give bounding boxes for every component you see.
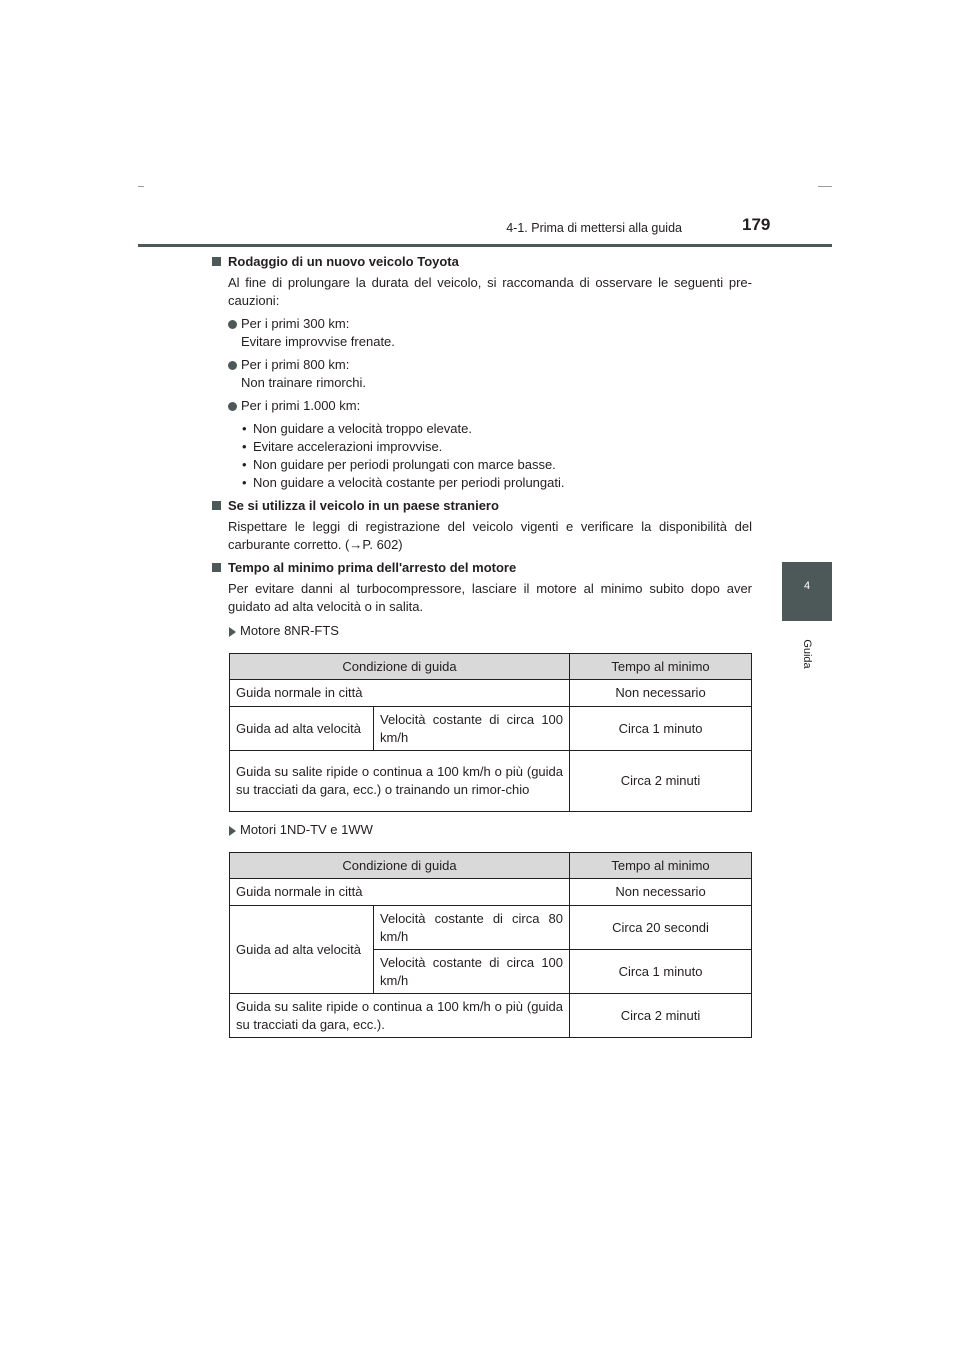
header-divider: [138, 244, 832, 247]
table-cell: Guida normale in città: [230, 680, 570, 707]
table-cell: Velocità costante di circa 80 km/h: [374, 906, 570, 950]
circle-bullet-icon: [228, 320, 237, 329]
triangle-arrow-icon: [229, 627, 236, 637]
table-header-row: [230, 853, 752, 879]
table-header: Tempo al minimo: [570, 654, 752, 680]
table-caption-1nd: Motori 1ND-TV e 1WW: [212, 821, 752, 839]
square-bullet-icon: [212, 257, 221, 266]
table-cell: Non necessario: [570, 680, 752, 707]
table-header-row: [230, 654, 752, 680]
table-cell: Circa 1 minuto: [570, 950, 752, 994]
table-header: Condizione di guida: [230, 853, 570, 879]
table-cell: Non necessario: [570, 879, 752, 906]
section-text-straniero: Rispettare le leggi di registrazione del veicolo vigenti e verificare la disponibilità del carburante corretto. (→P. 602): [228, 519, 752, 552]
sub-list: [212, 420, 752, 492]
circle-bullet-icon: [228, 402, 237, 411]
chapter-label: Guida: [801, 639, 813, 669]
sub-list-item: • Evitare accelerazioni improvvise.: [242, 439, 443, 454]
sub-list-item: • Non guidare a velocità troppo elevate.: [242, 421, 472, 436]
table-cell: Guida normale in città: [230, 879, 570, 906]
table-row: [230, 879, 752, 906]
page-number: 179: [742, 215, 771, 234]
square-bullet-icon: [212, 563, 221, 572]
list-item: Per i primi 800 km: Non trainare rimorchi.: [212, 356, 752, 392]
table-cell: Circa 20 secondi: [570, 906, 752, 950]
table-cell: Guida ad alta velocità: [230, 707, 374, 751]
table-cell: Velocità costante di circa 100 km/h: [374, 950, 570, 994]
crop-mark-right: [818, 186, 832, 187]
table-cell: Guida ad alta velocità: [230, 906, 374, 994]
square-bullet-icon: [212, 501, 221, 510]
circle-bullet-icon: [228, 361, 237, 370]
header-title: 4-1. Prima di mettersi alla guida: [506, 221, 682, 235]
table-cell: Circa 2 minuti: [570, 751, 752, 812]
table-caption-8nr: Motore 8NR-FTS: [212, 622, 752, 640]
table-row: [230, 751, 752, 812]
table-cell: Guida su salite ripide o continua a 100 km/h o più (guida su tracciati da gara, ecc.).: [230, 994, 570, 1038]
table-row: [230, 994, 752, 1038]
page-content: [212, 253, 752, 1038]
section-heading-minimo: Tempo al minimo prima dell'arresto del motore: [212, 559, 752, 577]
section-heading-straniero: Se si utilizza il veicolo in un paese straniero: [212, 497, 752, 515]
chapter-number: 4: [803, 580, 811, 592]
triangle-arrow-icon: [229, 826, 236, 836]
table-cell: Circa 1 minuto: [570, 707, 752, 751]
table-row: [230, 680, 752, 707]
table-cell: Circa 2 minuti: [570, 994, 752, 1038]
section-text-minimo: Per evitare danni al turbocompressore, lasciare il motore al minimo subito dopo aver guidato ad alta velocità o in salita.: [228, 581, 752, 614]
sub-list-item: • Non guidare per periodi prolungati con marce basse.: [242, 457, 556, 472]
table-header: Condizione di guida: [230, 654, 570, 680]
list-item: Per i primi 1.000 km:: [212, 397, 752, 415]
table-row: [230, 707, 752, 751]
idle-time-table-8nr: [229, 653, 752, 812]
section-heading-rodaggio: Rodaggio di un nuovo veicolo Toyota: [212, 253, 752, 271]
sub-list-item: • Non guidare a velocità costante per periodi prolungati.: [242, 475, 565, 490]
crop-mark-left: [138, 186, 144, 187]
idle-time-table-1nd: [229, 852, 752, 1038]
section-text-rodaggio: Al fine di prolungare la durata del veicolo, si raccomanda di osservare le seguenti pre-cauzioni:: [228, 275, 752, 308]
table-header: Tempo al minimo: [570, 853, 752, 879]
table-row: [230, 906, 752, 950]
table-cell: Velocità costante di circa 100 km/h: [374, 707, 570, 751]
table-cell: Guida su salite ripide o continua a 100 km/h o più (guida su tracciati da gara, ecc.) o trainando un rimor-chio: [230, 751, 570, 812]
list-item: Per i primi 300 km: Evitare improvvise frenate.: [212, 315, 752, 351]
